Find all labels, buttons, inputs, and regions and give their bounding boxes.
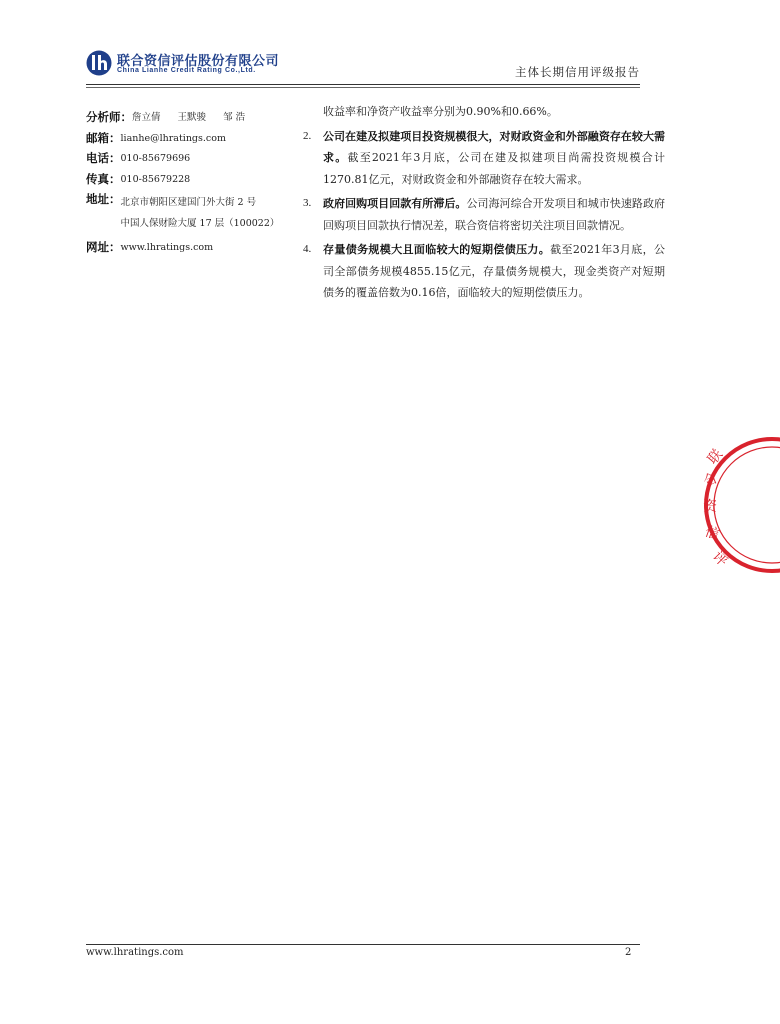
phone-label: 电话： xyxy=(86,151,121,165)
item-text xyxy=(323,126,665,191)
item-heading: 公司在建及拟建项目投资规模很大，对财政资金和外部融资存在较大需求。 xyxy=(323,129,665,164)
analyst-name: 詹立倩 xyxy=(132,112,161,123)
lianhe-logo-icon xyxy=(86,50,112,76)
item-body: 截至2021年3月底，公司全部债务规模4855.15亿元，存量债务规模大，现金类资产对短期债务的覆盖倍数为0.16倍，面临较大的短期偿债压力。 xyxy=(323,243,666,299)
contact-info xyxy=(86,110,301,260)
analyst-name: 邹 浩 xyxy=(223,112,246,123)
fax-value: 010-85679228 xyxy=(120,173,191,185)
analysts-row xyxy=(86,110,301,125)
logo-english-name: China Lianhe Credit Rating Co.,Ltd. xyxy=(117,67,256,74)
item-number: 3. xyxy=(303,197,312,209)
analyst-name: 王默骏 xyxy=(177,112,207,123)
email-value[interactable]: lianhe@lhratings.com xyxy=(120,132,226,144)
item-number: 2. xyxy=(303,129,312,142)
svg-text:评: 评 xyxy=(709,548,731,570)
website-value[interactable]: www.lhratings.com xyxy=(120,241,214,253)
item-text xyxy=(323,193,665,236)
fax-row xyxy=(86,172,301,187)
address-row xyxy=(86,192,301,234)
risk-factors-list xyxy=(303,101,665,304)
item-number: 4. xyxy=(303,243,312,255)
header-divider xyxy=(86,84,640,85)
item-heading: 政府回购项目回款有所滞后。 xyxy=(323,197,467,210)
header-divider-thin xyxy=(86,87,640,88)
page-number: 2 xyxy=(625,947,632,958)
phone-value: 010-85679696 xyxy=(120,153,191,164)
address-value xyxy=(121,192,280,234)
svg-text:资: 资 xyxy=(703,499,717,515)
svg-text:信: 信 xyxy=(702,523,722,544)
footer-divider xyxy=(86,944,640,945)
report-title: 主体长期信用评级报告 xyxy=(515,65,640,79)
item-body: 公司海河综合开发项目和城市快速路政府回购项目回款执行情况差，联合资信将密切关注项目回款情况。 xyxy=(323,197,666,232)
item-body: 截至2021年3月底，公司在建及拟建项目尚需投资规模合计1270.81亿元，对财政资金和外部融资存在较大需求。 xyxy=(323,151,665,186)
address-label: 地址： xyxy=(86,192,121,206)
analysts-names xyxy=(132,110,259,125)
fax-label: 传真： xyxy=(86,171,121,186)
item-text xyxy=(323,239,665,304)
website-row xyxy=(86,240,301,255)
company-seal-stamp xyxy=(700,425,780,585)
email-label: 邮箱： xyxy=(86,130,121,145)
svg-text:合: 合 xyxy=(700,470,721,491)
address-line-2: 中国人保财险大厦 17 层（100022） xyxy=(120,218,280,229)
list-item xyxy=(303,126,665,191)
company-logo xyxy=(86,50,286,80)
address-line-1: 北京市朝阳区建国门外大街 2 号 xyxy=(120,197,257,208)
svg-text:联: 联 xyxy=(704,446,727,468)
item-heading: 存量债务规模大且面临较大的短期偿债压力。 xyxy=(323,243,551,256)
analysts-label: 分析师： xyxy=(86,110,132,124)
footer-website[interactable]: www.lhratings.com xyxy=(86,947,184,958)
list-item xyxy=(303,239,665,304)
email-row xyxy=(86,131,301,146)
phone-row xyxy=(86,151,301,166)
continued-paragraph: 收益率和净资产收益率分别为0.90%和0.66%。 xyxy=(323,105,558,118)
list-item xyxy=(303,193,665,236)
logo-chinese-name: 联合资信评估股份有限公司 xyxy=(117,54,280,69)
website-label: 网址： xyxy=(86,239,121,254)
